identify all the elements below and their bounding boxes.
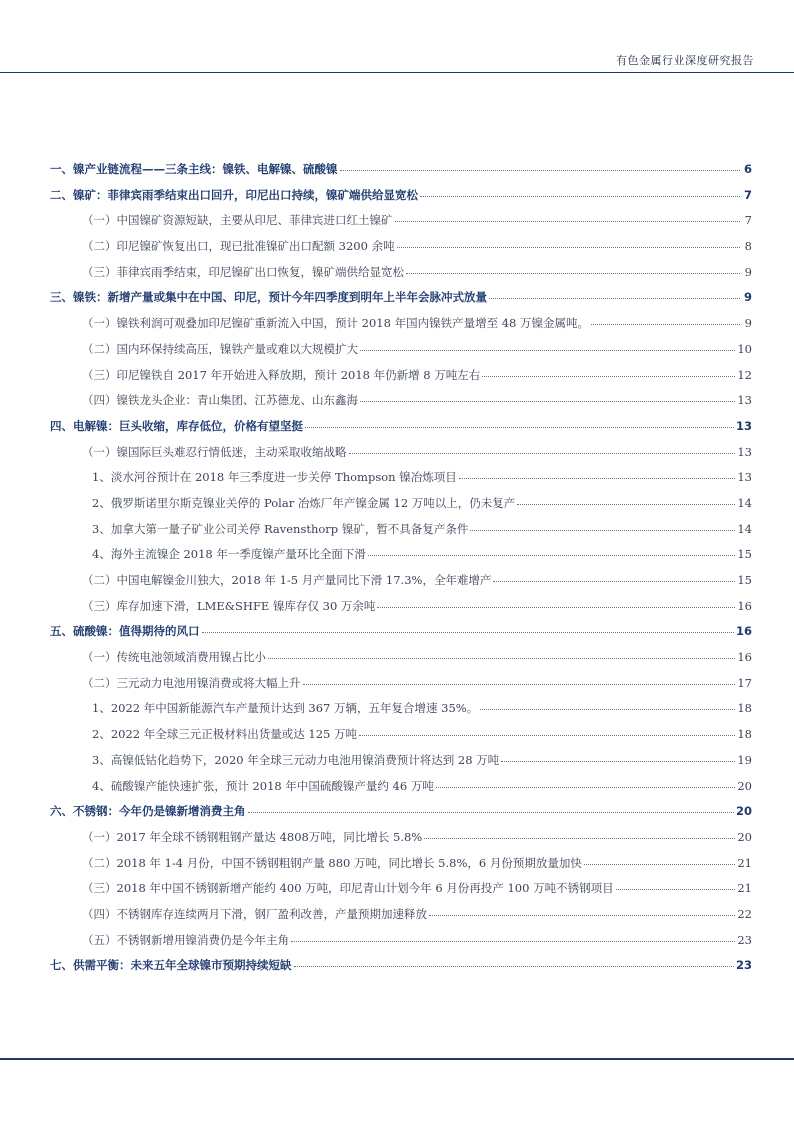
toc-leader-dots (482, 376, 735, 377)
report-title: 有色金属行业深度研究报告 (616, 54, 754, 67)
toc-entry-page: 7 (743, 187, 752, 202)
toc-leader-dots (406, 273, 740, 274)
toc-entry-page: 9 (743, 290, 752, 305)
toc-entry-page: 13 (737, 444, 752, 459)
toc-leader-dots (584, 864, 736, 865)
toc-leader-dots (517, 504, 735, 505)
toc-entry-page: 7 (744, 213, 752, 228)
toc-entry[interactable] (50, 208, 752, 234)
toc-entry-page: 20 (737, 829, 752, 844)
toc-leader-dots (360, 350, 735, 351)
toc-leader-dots (377, 607, 735, 608)
toc-entry-title: 七、供需平衡：未来五年全球镍市预期持续短缺 (50, 958, 292, 973)
toc-leader-dots (248, 812, 734, 813)
toc-entry-page: 15 (737, 573, 752, 587)
toc-entry[interactable] (50, 825, 752, 851)
toc-leader-dots (470, 530, 735, 531)
toc-entry-title: （一）镍国际巨头难忍行情低迷，主动采取收缩战略 (82, 444, 347, 459)
toc-entry-title: 四、电解镍：巨头收缩，库存低位，价格有望坚挺 (50, 418, 303, 433)
toc-entry[interactable] (50, 671, 752, 697)
toc-entry[interactable] (50, 799, 752, 825)
table-of-contents (50, 157, 752, 979)
toc-entry-title: （五）不锈钢新增用镍消费仍是今年主角 (82, 932, 289, 947)
toc-entry-title: 2、2022 年全球三元正极材料出货量或达 125 万吨 (92, 727, 357, 742)
toc-entry[interactable] (50, 594, 752, 620)
toc-entry-page: 9 (744, 316, 752, 331)
toc-entry[interactable] (50, 234, 752, 260)
toc-entry[interactable] (50, 748, 752, 774)
toc-leader-dots (395, 221, 741, 222)
toc-entry[interactable] (50, 645, 752, 671)
toc-leader-dots (429, 915, 735, 916)
toc-entry-title: 4、硫酸镍产能快速扩张，预计 2018 年中国硫酸镍产量约 46 万吨 (92, 778, 434, 793)
toc-entry-page: 8 (744, 239, 752, 254)
toc-entry-title: （一）2017 年全球不锈钢粗钢产量达 4808万吨，同比增长 5.8% (82, 829, 423, 844)
toc-entry-title: 3、高镍低钴化趋势下，2020 年全球三元动力电池用镍消费预计将达到 28 万吨 (92, 752, 500, 767)
toc-entry-title: 1、淡水河谷预计在 2018 年三季度进一步关停 Thompson 镍冶炼项目 (92, 470, 457, 485)
toc-entry[interactable] (50, 953, 752, 979)
toc-entry-page: 12 (737, 367, 752, 382)
toc-entry[interactable] (50, 542, 752, 568)
toc-entry[interactable] (50, 363, 752, 389)
toc-leader-dots (305, 427, 734, 428)
toc-entry[interactable] (50, 465, 752, 491)
toc-entry-page: 13 (737, 470, 752, 485)
toc-entry-page: 23 (737, 932, 752, 947)
toc-entry-title: 一、镍产业链流程——三条主线：镍铁、电解镍、硫酸镍 (50, 162, 338, 176)
toc-entry-title: （二）中国电解镍金川独大，2018 年 1-5 月产量同比下滑 17.3%，全年难增产 (82, 573, 492, 587)
toc-entry-title: （三）菲律宾雨季结束，印尼镍矿出口恢复，镍矿端供给显宽松 (82, 264, 404, 279)
toc-entry[interactable] (50, 851, 752, 877)
toc-entry-page: 13 (735, 418, 752, 433)
toc-entry-page: 19 (737, 752, 752, 767)
toc-entry-title: 4、海外主流镍企 2018 年一季度镍产量环比全面下滑 (92, 547, 366, 562)
toc-entry-title: （二）三元动力电池用镍消费或将大幅上升 (82, 675, 301, 690)
toc-entry-title: 五、硫酸镍：值得期待的风口 (50, 624, 200, 639)
toc-leader-dots (359, 735, 735, 736)
toc-entry[interactable] (50, 876, 752, 902)
toc-entry-page: 9 (744, 264, 752, 279)
toc-entry-title: （三）印尼镍铁自 2017 年开始进入释放期，预计 2018 年仍新增 8 万吨左右 (82, 367, 481, 382)
toc-entry-page: 20 (735, 804, 752, 819)
toc-leader-dots (340, 170, 741, 171)
toc-entry-page: 14 (737, 495, 752, 510)
toc-leader-dots (436, 787, 736, 788)
toc-entry-page: 21 (737, 881, 752, 896)
toc-entry-page: 14 (737, 521, 752, 536)
toc-entry-page: 13 (737, 393, 752, 408)
toc-entry[interactable] (50, 619, 752, 645)
toc-entry[interactable] (50, 722, 752, 748)
toc-entry[interactable] (50, 337, 752, 363)
toc-leader-dots (368, 555, 735, 556)
toc-entry-title: （一）中国镍矿资源短缺，主要从印尼、菲律宾进口红土镍矿 (82, 213, 393, 228)
header-divider (0, 72, 794, 73)
toc-entry-title: 二、镍矿：菲律宾雨季结束出口回升，印尼出口持续，镍矿端供给显宽松 (50, 187, 418, 202)
toc-entry-title: 六、不锈钢：今年仍是镍新增消费主角 (50, 804, 246, 819)
toc-entry[interactable] (50, 440, 752, 466)
footer-divider (0, 1058, 794, 1060)
toc-entry-title: （一）传统电池领域消费用镍占比小 (82, 650, 266, 665)
toc-leader-dots (349, 453, 736, 454)
toc-entry-title: （一）镍铁利润可观叠加印尼镍矿重新流入中国，预计 2018 年国内镍铁产量增至 48 万镍金属吨。 (82, 316, 590, 331)
toc-entry[interactable] (50, 902, 752, 928)
toc-entry[interactable] (50, 774, 752, 800)
toc-entry[interactable] (50, 285, 752, 311)
toc-entry-title: 2、俄罗斯诺里尔斯克镍业关停的 Polar 冶炼厂年产镍金属 12 万吨以上，仍未复产 (92, 495, 516, 510)
toc-entry-page: 22 (737, 906, 752, 921)
toc-entry[interactable] (50, 928, 752, 954)
toc-leader-dots (294, 966, 734, 967)
toc-leader-dots (420, 196, 740, 197)
toc-entry-page: 23 (735, 958, 752, 973)
toc-entry-title: （二）国内环保持续高压，镍铁产量或难以大规模扩大 (82, 341, 358, 356)
toc-leader-dots (591, 324, 740, 325)
toc-leader-dots (501, 761, 735, 762)
toc-entry[interactable] (50, 568, 752, 594)
toc-entry[interactable] (50, 696, 752, 722)
toc-entry-page: 18 (737, 727, 752, 742)
toc-entry-title: （四）不锈钢库存连续两月下滑，钢厂盈利改善，产量预期加速释放 (82, 906, 427, 921)
toc-leader-dots (291, 941, 735, 942)
toc-leader-dots (202, 632, 734, 633)
toc-leader-dots (303, 684, 736, 685)
toc-entry-title: 3、加拿大第一量子矿业公司关停 Ravensthorp 镍矿，暂不具备复产条件 (92, 521, 469, 536)
toc-entry-page: 21 (737, 855, 752, 870)
toc-entry[interactable] (50, 157, 752, 183)
toc-leader-dots (360, 401, 735, 402)
toc-entry[interactable] (50, 491, 752, 517)
toc-entry-title: 三、镍铁：新增产量或集中在中国、印尼，预计今年四季度到明年上半年会脉冲式放量 (50, 290, 487, 305)
toc-entry-page: 6 (743, 162, 752, 176)
toc-leader-dots (397, 247, 740, 248)
toc-entry-page: 16 (735, 624, 752, 639)
toc-entry[interactable] (50, 388, 752, 414)
toc-leader-dots (489, 298, 740, 299)
toc-entry-title: 1、2022 年中国新能源汽车产量预计达到 367 万辆，五年复合增速 35%。 (92, 701, 479, 716)
toc-leader-dots (493, 581, 735, 582)
toc-entry[interactable] (50, 517, 752, 543)
toc-leader-dots (268, 658, 735, 659)
toc-entry-title: （四）镍铁龙头企业：青山集团、江苏德龙、山东鑫海 (82, 393, 358, 408)
toc-entry-title: （三）库存加速下滑，LME&SHFE 镍库存仅 30 万余吨 (82, 598, 376, 613)
toc-entry-page: 17 (737, 675, 752, 690)
toc-entry-page: 10 (737, 341, 752, 356)
toc-leader-dots (480, 709, 735, 710)
toc-entry[interactable] (50, 260, 752, 286)
toc-entry[interactable] (50, 183, 752, 209)
toc-entry[interactable] (50, 311, 752, 337)
toc-entry-page: 18 (737, 701, 752, 716)
toc-entry-page: 20 (737, 778, 752, 793)
toc-leader-dots (424, 838, 735, 839)
toc-entry-title: （三）2018 年中国不锈钢新增产能约 400 万吨，印尼青山计划今年 6 月份再投产 100 万吨不锈钢项目 (82, 881, 614, 896)
toc-entry-title: （二）2018 年 1-4 月份，中国不锈钢粗钢产量 880 万吨，同比增长 5.8%，6 月份预期放量加快 (82, 855, 582, 870)
toc-entry-page: 15 (737, 547, 752, 562)
toc-entry-page: 16 (737, 650, 752, 665)
toc-entry-page: 16 (737, 598, 752, 613)
toc-entry[interactable] (50, 414, 752, 440)
toc-leader-dots (616, 889, 736, 890)
toc-leader-dots (459, 478, 736, 479)
toc-entry-title: （二）印尼镍矿恢复出口，现已批准镍矿出口配额 3200 余吨 (82, 239, 395, 254)
